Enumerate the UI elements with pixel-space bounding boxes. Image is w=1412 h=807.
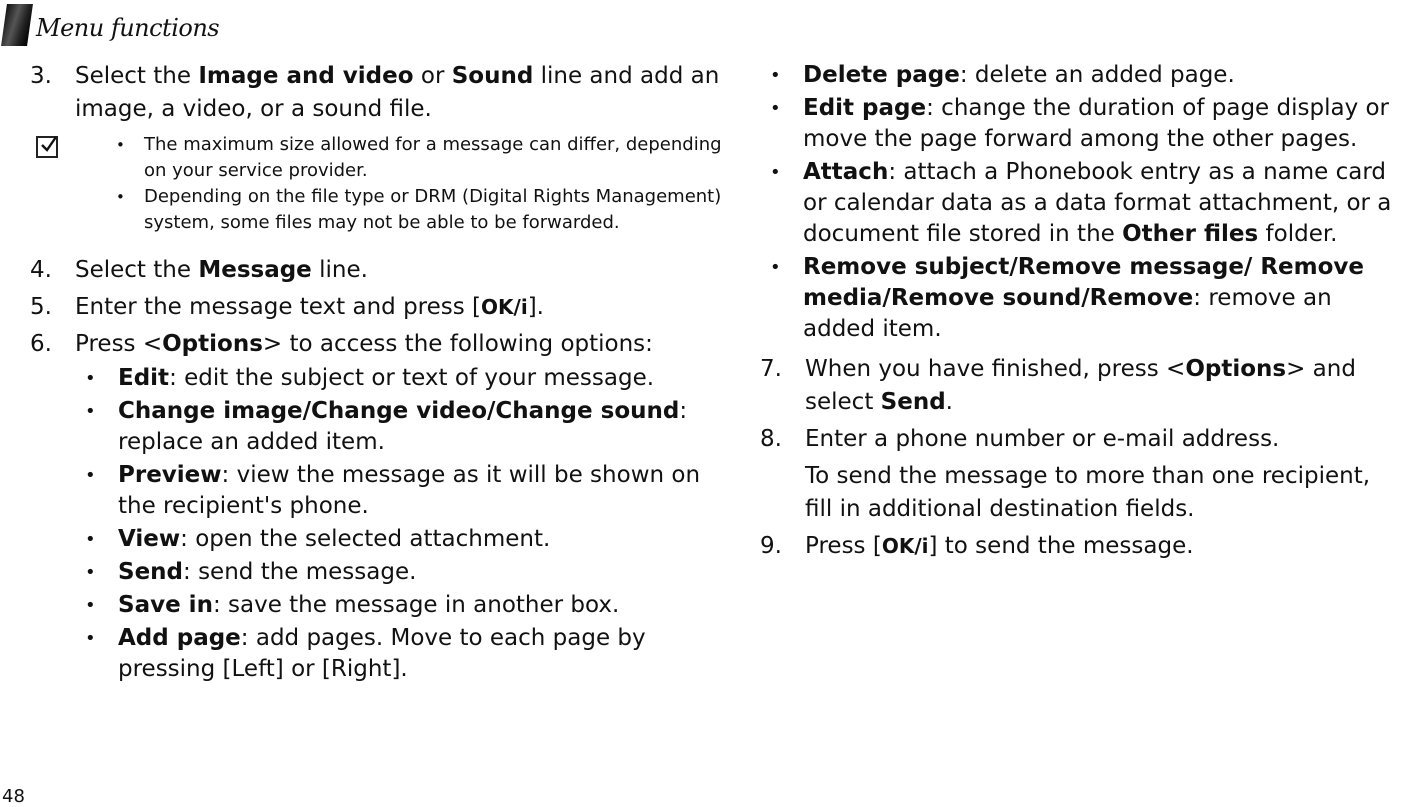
- note-item: • The maximum size allowed for a message can differ, depending on your service provider.: [116, 134, 722, 181]
- option-item-save-in: • Save in: save the message in another box.: [75, 590, 730, 621]
- ok-key-icon: OK/i: [481, 295, 528, 319]
- note-box: [30, 132, 730, 236]
- step-text: Enter a phone number or e-mail address.: [805, 426, 1280, 452]
- left-column: [30, 60, 730, 685]
- bullet-icon: •: [85, 465, 96, 486]
- options-list: [30, 363, 730, 685]
- option-item-attach: • Attach: attach a Phonebook entry as a name card or calendar data as a data format attachment, or a document file stored in the Other files folder.: [770, 159, 1392, 247]
- step-text: Select the Message line.: [75, 257, 368, 283]
- checkbox-note-icon: [36, 136, 58, 158]
- bullet-icon: •: [116, 188, 125, 206]
- bullet-icon: •: [770, 257, 781, 278]
- step-text: Select the Image and video or Sound line and add an image, a video, or a sound file.: [75, 63, 720, 122]
- bullet-icon: •: [770, 98, 781, 119]
- page-number: 48: [2, 786, 25, 807]
- step-8: [760, 423, 1400, 526]
- bullet-icon: •: [770, 162, 781, 183]
- step-number: 7.: [760, 356, 782, 382]
- bullet-icon: •: [85, 529, 96, 550]
- header-decoration: [1, 4, 33, 46]
- bullet-icon: •: [85, 368, 96, 389]
- step-number: 5.: [30, 294, 52, 320]
- step-5: [30, 291, 730, 324]
- step-3: [30, 60, 730, 126]
- option-item-remove: • Remove subject/Remove message/ Remove media/Remove sound/Remove: remove an added item.: [770, 254, 1364, 342]
- note-item: • Depending on the file type or DRM (Digital Rights Management) system, some files may not be able to be forwarded.: [116, 186, 722, 233]
- option-item-view: • View: open the selected attachment.: [75, 524, 730, 555]
- step-7: [760, 353, 1400, 419]
- step-number: 9.: [760, 533, 782, 559]
- bullet-icon: •: [770, 65, 781, 86]
- option-item-delete-page: • Delete page: delete an added page.: [760, 60, 1400, 91]
- option-item-preview: • Preview: view the message as it will be shown on the recipient's phone.: [85, 462, 701, 519]
- bullet-icon: •: [85, 562, 96, 583]
- step-text: When you have finished, press <Options> and select Send.: [805, 356, 1356, 415]
- options-list-continued: [760, 60, 1400, 345]
- option-item-change: • Change image/Change video/Change sound: replace an added item.: [85, 398, 688, 455]
- step-number: 6.: [30, 331, 52, 357]
- bullet-icon: •: [85, 401, 96, 422]
- step-text: Press [OK/i] to send the message.: [805, 533, 1194, 559]
- option-item-edit: • Edit: edit the subject or text of your message.: [75, 363, 730, 394]
- section-title: Menu functions: [36, 14, 220, 42]
- option-item-send: • Send: send the message.: [75, 557, 730, 588]
- step-number: 4.: [30, 257, 52, 283]
- bullet-icon: •: [85, 595, 96, 616]
- step-4: [30, 254, 730, 287]
- right-column: [760, 60, 1400, 563]
- step-text: Enter the message text and press [OK/i].: [75, 294, 544, 320]
- option-item-add-page: • Add page: add pages. Move to each page by pressing [Left] or [Right].: [85, 625, 646, 682]
- bullet-icon: •: [85, 628, 96, 649]
- step-subtext: To send the message to more than one recipient, fill in additional destination fields.: [805, 463, 1371, 522]
- step-text: Press <Options> to access the following options:: [75, 331, 653, 357]
- step-6: [30, 328, 730, 361]
- option-item-edit-page: • Edit page: change the duration of page display or move the page forward among the other pages.: [770, 95, 1390, 152]
- step-number: 3.: [30, 63, 52, 89]
- step-9: [760, 530, 1400, 563]
- bullet-icon: •: [116, 136, 125, 154]
- ok-key-icon: OK/i: [881, 534, 929, 558]
- step-number: 8.: [760, 426, 782, 452]
- page-header: [0, 0, 400, 50]
